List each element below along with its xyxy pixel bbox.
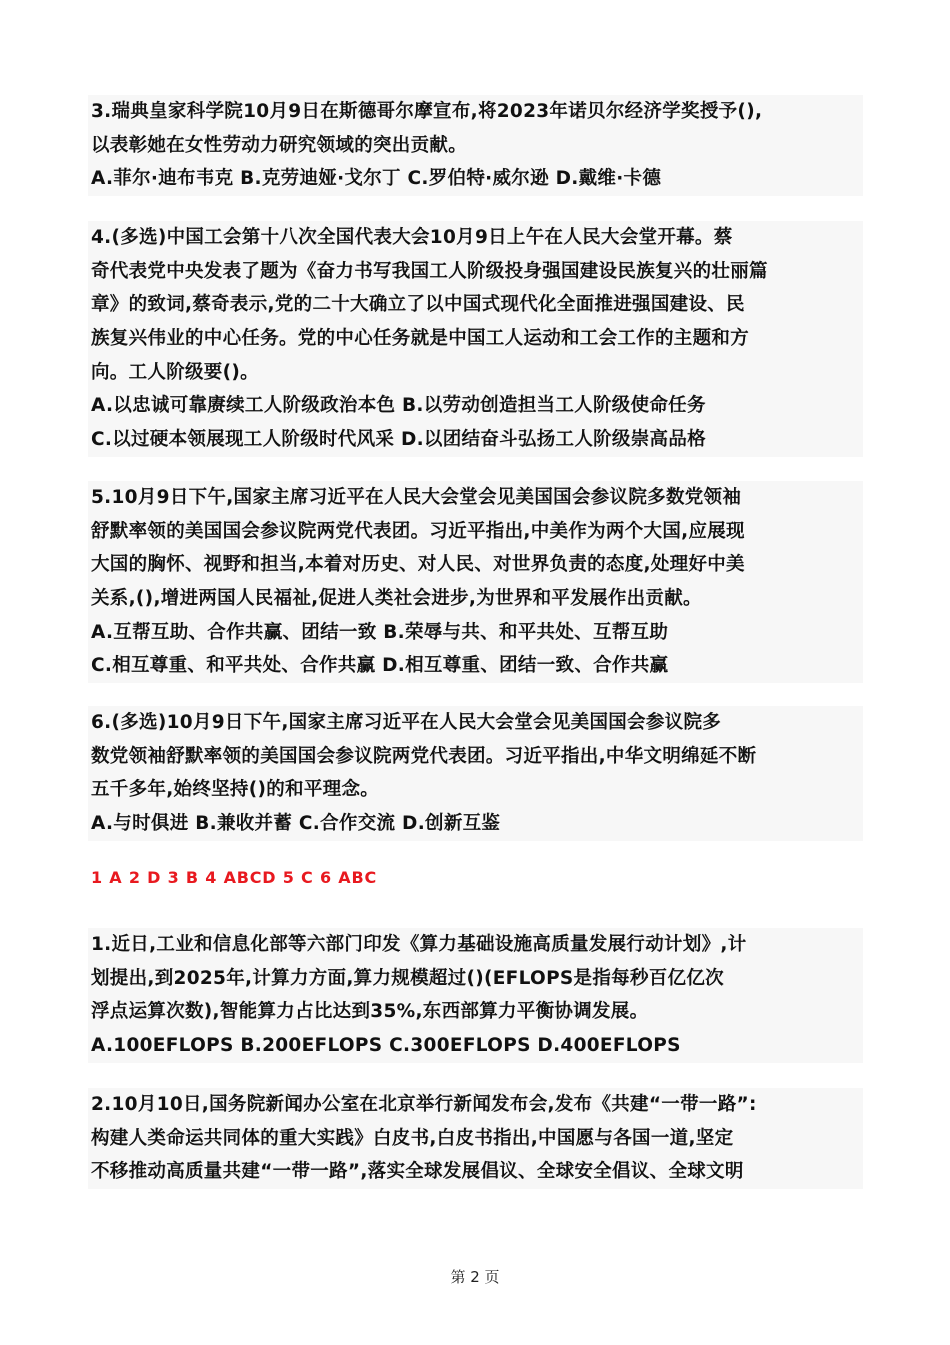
question-line: 浮点运算次数),智能算力占比达到35%,东西部算力平衡协调发展。 [91,1001,649,1023]
question-line: 1.近日,工业和信息化部等六部门印发《算力基础设施高质量发展行动计划》,计 [91,934,747,955]
option-line: A.互帮互助、合作共赢、团结一致 B.荣辱与共、和平共处、互帮互助 [91,621,669,643]
question-line: 五千多年,始终坚持()的和平理念。 [91,779,380,801]
question-line: 2.10月10日,国务院新闻办公室在北京举行新闻发布会,发布《共建“一带一路”: [91,1094,757,1115]
question-2 [88,1088,863,1189]
answer-key: 1 A 2 D 3 B 4 ABCD 5 C 6 ABC [91,868,377,887]
question-6 [88,706,863,841]
page-number: 第 2 页 [450,1268,500,1286]
question-line: 以表彰她在女性劳动力研究领域的突出贡献。 [91,134,468,156]
option-line: A.菲尔·迪布韦克 B.克劳迪娅·戈尔丁 C.罗伯特·威尔逊 D.戴维·卡德 [91,168,662,190]
option-line: C.相互尊重、和平共处、合作共赢 D.相互尊重、团结一致、合作共赢 [91,655,669,677]
question-line: 章》的致词,蔡奇表示,党的二十大确立了以中国式现代化全面推进强国建设、民 [91,294,745,316]
option-line: A.100EFLOPS B.200EFLOPS C.300EFLOPS D.400EFLOPS [91,1035,681,1057]
question-line: 族复兴伟业的中心任务。党的中心任务就是中国工人运动和工会工作的主题和方 [91,328,750,350]
question-line: 5.10月9日下午,国家主席习近平在人民大会堂会见美国国会参议院多数党领袖 [91,487,742,508]
question-line: 4.(多选)中国工会第十八次全国代表大会10月9日上午在人民大会堂开幕。蔡 [91,227,733,248]
question-5 [88,481,863,683]
question-line: 划提出,到2025年,计算力方面,算力规模超过()(EFLOPS是指每秒百亿亿次 [91,967,724,989]
question-3 [88,95,863,196]
option-line: A.以忠诚可靠赓续工人阶级政治本色 B.以劳动创造担当工人阶级使命任务 [91,395,706,417]
question-line: 构建人类命运共同体的重大实践》白皮书,白皮书指出,中国愿与各国一道,坚定 [91,1127,734,1149]
question-line: 关系,(),增进两国人民福祉,促进人类社会进步,为世界和平发展作出贡献。 [91,588,702,610]
question-1 [88,928,863,1063]
question-line: 数党领袖舒默率领的美国国会参议院两党代表团。习近平指出,中华文明绵延不断 [91,745,757,767]
question-line: 大国的胸怀、视野和担当,本着对历史、对人民、对世界负责的态度,处理好中美 [91,554,745,576]
question-line: 6.(多选)10月9日下午,国家主席习近平在人民大会堂会见美国国会参议院多 [91,712,722,733]
question-line: 舒默率领的美国国会参议院两党代表团。习近平指出,中美作为两个大国,应展现 [91,520,745,542]
option-line: C.以过硬本领展现工人阶级时代风采 D.以团结奋斗弘扬工人阶级崇高品格 [91,429,706,451]
question-line: 奇代表党中央发表了题为《奋力书写我国工人阶级投身强国建设民族复兴的壮丽篇 [91,260,768,282]
question-line: 不移推动高质量共建“一带一路”,落实全球发展倡议、全球安全倡议、全球文明 [91,1161,744,1183]
question-line: 向。工人阶级要()。 [91,361,259,383]
question-4 [88,221,863,457]
question-line: 3.瑞典皇家科学院10月9日在斯德哥尔摩宣布,将2023年诺贝尔经济学奖授予(), [91,101,763,122]
option-line: A.与时俱进 B.兼收并蓄 C.合作交流 D.创新互鉴 [91,813,501,835]
